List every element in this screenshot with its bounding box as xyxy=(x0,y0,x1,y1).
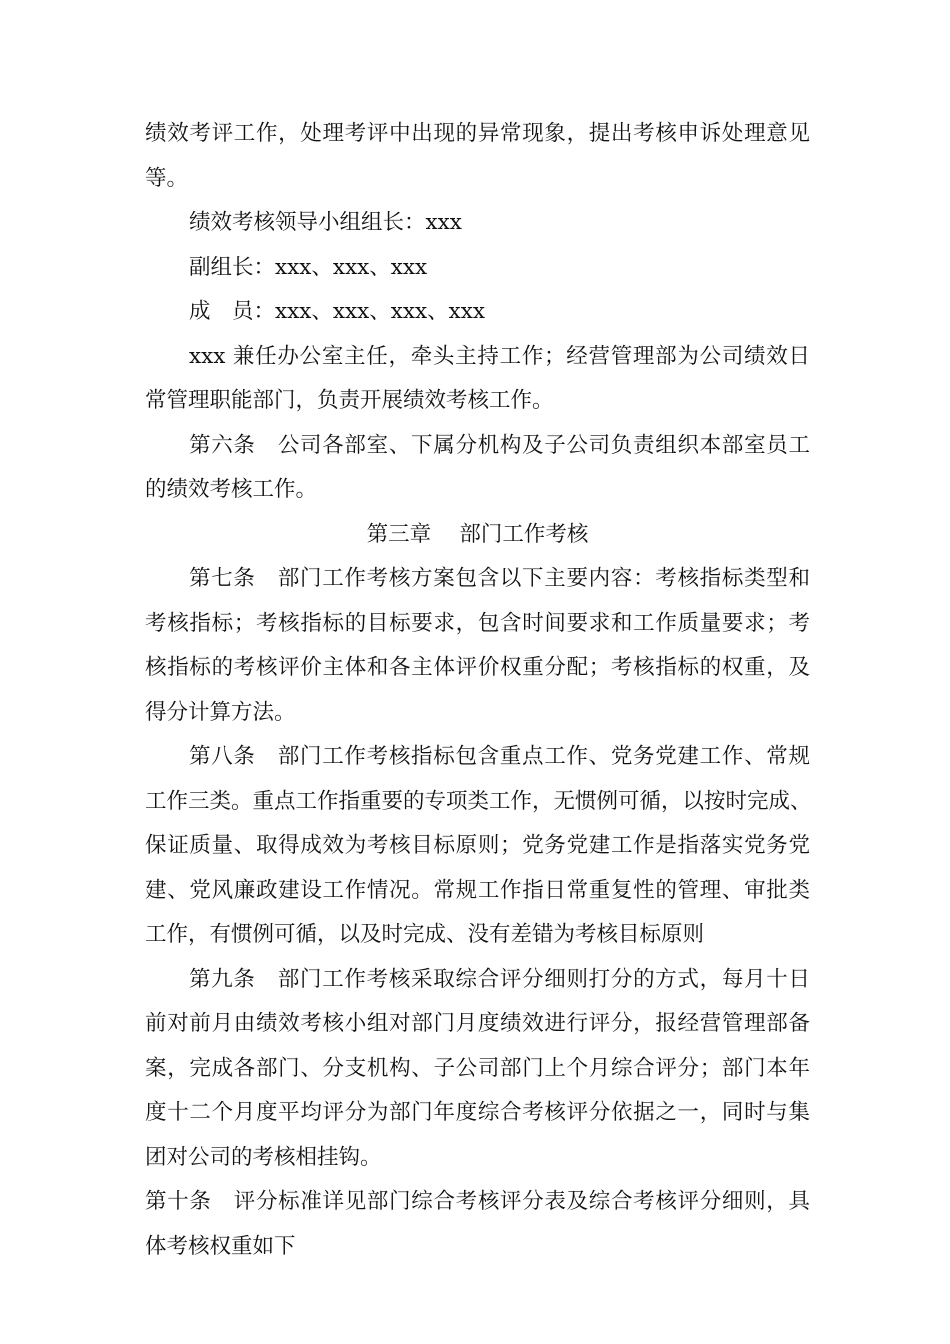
text-line: 等。 xyxy=(145,165,189,191)
text-line: 度十二个月度平均评分为部门年度综合考核评分依据之一，同时与集 xyxy=(145,1100,810,1125)
paragraph-article-8 xyxy=(145,735,810,958)
text-line: 考核指标；考核指标的目标要求，包含时间要求和工作质量要求；考 xyxy=(145,610,810,636)
paragraph-article-9 xyxy=(145,958,810,1181)
text-line: 常管理职能部门，负责开展绩效考核工作。 xyxy=(145,388,554,413)
text-line: 工作三类。重点工作指重要的专项类工作，无惯例可循，以按时完成、 xyxy=(145,788,812,814)
text-line: 成 员：xxx、xxx、xxx、xxx xyxy=(189,299,486,324)
paragraph-article-7 xyxy=(145,557,810,735)
paragraph-article-10 xyxy=(145,1180,810,1269)
paragraph-continuation xyxy=(145,112,810,201)
text-line: 建、党风廉政建设工作情况。常规工作指日常重复性的管理、审批类 xyxy=(145,877,810,903)
text-line: 核指标的考核评价主体和各主体评价权重分配；考核指标的权重，及 xyxy=(145,655,810,680)
text-line: 第十条 评分标准详见部门综合考核评分表及综合考核评分细则，具 xyxy=(145,1189,810,1214)
paragraph-members xyxy=(145,290,810,335)
text-line: xxx 兼任办公室主任，牵头主持工作；经营管理部为公司绩效日 xyxy=(189,343,810,369)
chapter-heading xyxy=(145,513,810,558)
text-line: 体考核权重如下 xyxy=(145,1233,296,1259)
text-line: 团对公司的考核相挂钩。 xyxy=(145,1144,382,1170)
document-page xyxy=(145,112,810,1269)
text-line: 工作，有惯例可循，以及时完成、没有差错为考核目标原则 xyxy=(145,922,705,947)
text-line: 第九条 部门工作考核采取综合评分细则打分的方式，每月十日 xyxy=(189,966,810,992)
text-line: 的绩效考核工作。 xyxy=(145,477,318,502)
text-line: 前对前月由绩效考核小组对部门月度绩效进行评分，报经营管理部备 xyxy=(145,1011,810,1036)
text-line: 保证质量、取得成效为考核目标原则；党务党建工作是指落实党务党 xyxy=(145,833,810,858)
text-line: 案，完成各部门、分支机构、子公司部门上个月综合评分；部门本年 xyxy=(145,1055,810,1081)
paragraph-leader xyxy=(145,201,810,246)
paragraph-deputy xyxy=(145,246,810,291)
text-line: 绩效考核领导小组组长：xxx xyxy=(189,210,462,235)
text-line: 副组长：xxx、xxx、xxx xyxy=(189,254,428,280)
chapter-title: 第三章 部门工作考核 xyxy=(366,521,589,547)
text-line: 第八条 部门工作考核指标包含重点工作、党务党建工作、常规 xyxy=(189,744,810,769)
text-line: 绩效考评工作，处理考评中出现的异常现象，提出考核申诉处理意见 xyxy=(145,121,810,146)
text-line: 得分计算方法。 xyxy=(145,699,296,725)
paragraph-article-6 xyxy=(145,424,810,513)
paragraph-office-director xyxy=(145,335,810,424)
text-line: 第七条 部门工作考核方案包含以下主要内容：考核指标类型和 xyxy=(189,566,810,591)
text-line: 第六条 公司各部室、下属分机构及子公司负责组织本部室员工 xyxy=(189,432,810,458)
